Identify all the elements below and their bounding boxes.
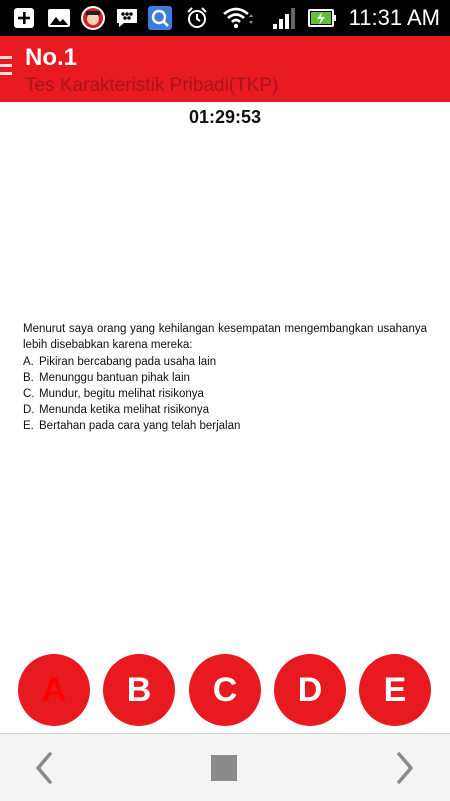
- option-text: Pikiran bercabang pada usaha lain: [39, 356, 217, 368]
- countdown-timer: 01:29:53: [188, 107, 262, 127]
- bbm-icon: [114, 6, 140, 30]
- status-time: 11:31 AM: [348, 5, 440, 30]
- option-text: Bertahan pada cara yang telah berjalan: [39, 420, 241, 432]
- answer-a-button[interactable]: A: [18, 654, 90, 726]
- image-icon: [46, 6, 72, 30]
- search-app-icon: [147, 6, 173, 30]
- option-letter: E.: [23, 420, 34, 432]
- answer-c-button[interactable]: C: [189, 654, 261, 726]
- question-block: [23, 321, 427, 434]
- app-avatar-icon: [79, 6, 107, 30]
- answer-d-button[interactable]: D: [274, 654, 346, 726]
- test-subtitle: Tes Karakteristik Pribadi(TKP): [25, 75, 279, 96]
- option-letter: A.: [23, 356, 34, 368]
- battery-charging-icon: [307, 6, 339, 30]
- option-b: [23, 370, 427, 386]
- add-box-icon: [12, 6, 36, 30]
- app-header: [0, 36, 450, 102]
- option-letter: D.: [23, 404, 35, 416]
- option-text: Mundur, begitu melihat risikonya: [39, 388, 204, 400]
- chevron-left-icon[interactable]: [30, 751, 60, 785]
- option-d: [23, 402, 427, 418]
- wifi-icon: [221, 6, 255, 30]
- option-e: [23, 418, 427, 434]
- option-c: [23, 386, 427, 402]
- question-text: Menurut saya orang yang kehilangan kesempatan mengembangkan usahanya lebih disebabkan karena mereka:: [23, 323, 427, 351]
- option-letter: C.: [23, 388, 35, 400]
- option-text: Menunda ketika melihat risikonya: [39, 404, 210, 416]
- answer-buttons: [0, 654, 450, 726]
- signal-icon: [270, 6, 298, 30]
- navigation-bar: [0, 733, 450, 801]
- menu-icon[interactable]: [0, 56, 12, 78]
- option-letter: B.: [23, 372, 34, 384]
- option-a: [23, 354, 427, 370]
- option-text: Menunggu bantuan pihak lain: [39, 372, 190, 384]
- answer-e-button[interactable]: E: [359, 654, 431, 726]
- chevron-right-icon[interactable]: [389, 751, 419, 785]
- question-number: No.1: [25, 44, 78, 71]
- status-bar: [0, 0, 450, 36]
- alarm-icon: [184, 6, 210, 30]
- stop-icon[interactable]: [211, 755, 237, 781]
- answer-b-button[interactable]: B: [103, 654, 175, 726]
